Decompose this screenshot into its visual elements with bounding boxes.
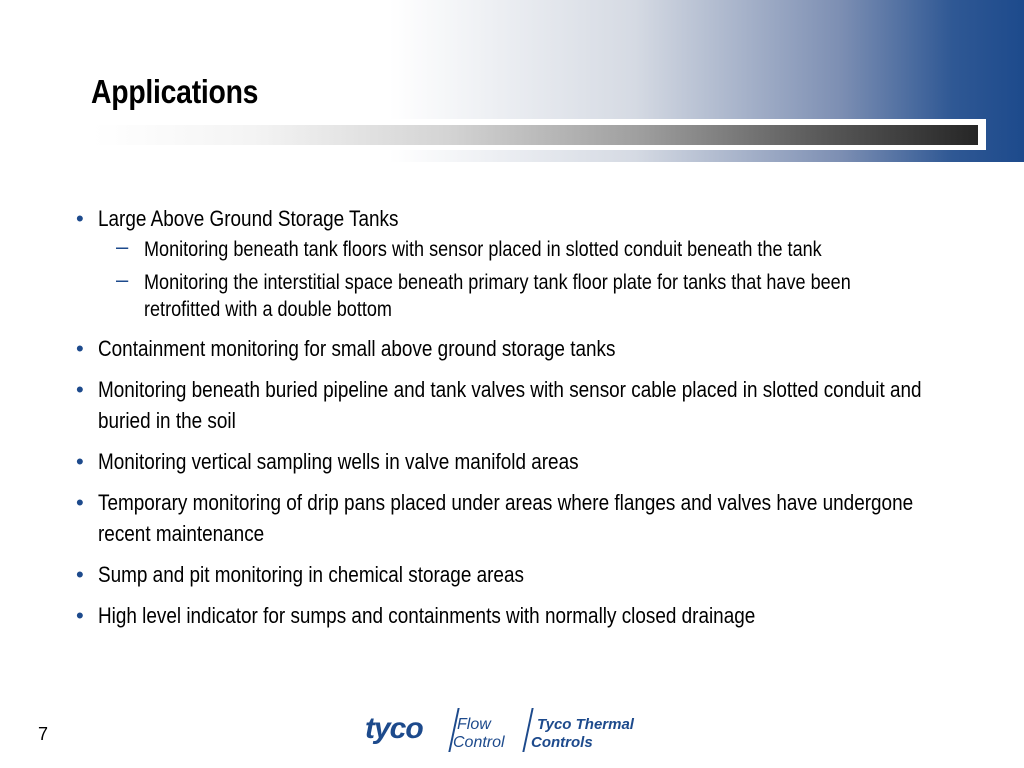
bullet-item xyxy=(76,333,946,364)
bullet-text: Large Above Ground Storage Tanks xyxy=(98,206,399,231)
sub-bullet-text: Monitoring beneath tank floors with sensor placed in slotted conduit beneath the tank xyxy=(144,238,822,261)
dash-icon: – xyxy=(116,267,129,292)
sub-bullet-item xyxy=(98,236,946,263)
bullet-text: Monitoring beneath buried pipeline and tank valves with sensor cable placed in slotted conduit and buried in the soil xyxy=(98,377,922,433)
bullet-list xyxy=(76,203,946,631)
dash-icon: – xyxy=(116,234,129,259)
bullet-text: Sump and pit monitoring in chemical storage areas xyxy=(98,562,524,587)
logo-division2-line1: Tyco Thermal xyxy=(537,716,634,733)
title-rule-gradient-bar xyxy=(93,125,978,145)
sub-bullet-item xyxy=(98,269,946,323)
bullet-item xyxy=(76,600,946,631)
bullet-item xyxy=(76,446,946,477)
logo-division1-line2: Control xyxy=(453,734,505,751)
bullet-item xyxy=(76,203,946,323)
bullet-dot-icon: • xyxy=(76,377,84,402)
logo-division1-line1: Flow xyxy=(457,716,491,733)
bullet-dot-icon: • xyxy=(76,490,84,515)
bullet-dot-icon: • xyxy=(76,603,84,628)
bullet-dot-icon: • xyxy=(76,206,84,231)
bullet-text: Temporary monitoring of drip pans placed under areas where flanges and valves have undergone recent maintenance xyxy=(98,490,914,546)
bullet-text: Containment monitoring for small above ground storage tanks xyxy=(98,336,616,361)
bullet-dot-icon: • xyxy=(76,449,84,474)
logo-division2-line2: Controls xyxy=(531,734,593,751)
bullet-dot-icon: • xyxy=(76,562,84,587)
slide-title: Applications xyxy=(91,73,259,110)
bullet-text: Monitoring vertical sampling wells in valve manifold areas xyxy=(98,449,579,474)
page-number: 7 xyxy=(38,724,49,744)
bullet-item xyxy=(76,559,946,590)
sub-bullet-text: Monitoring the interstitial space beneath primary tank floor plate for tanks that have been retrofitted with a double bottom xyxy=(144,271,851,321)
bullet-item xyxy=(76,374,946,436)
bullet-text: High level indicator for sumps and containments with normally closed drainage xyxy=(98,603,756,628)
bullet-dot-icon: • xyxy=(76,336,84,361)
sub-bullet-list xyxy=(98,236,946,323)
tyco-logo xyxy=(365,706,665,756)
slide-content xyxy=(76,203,946,641)
bullet-item xyxy=(76,487,946,549)
logo-brand: tyco xyxy=(365,712,423,745)
